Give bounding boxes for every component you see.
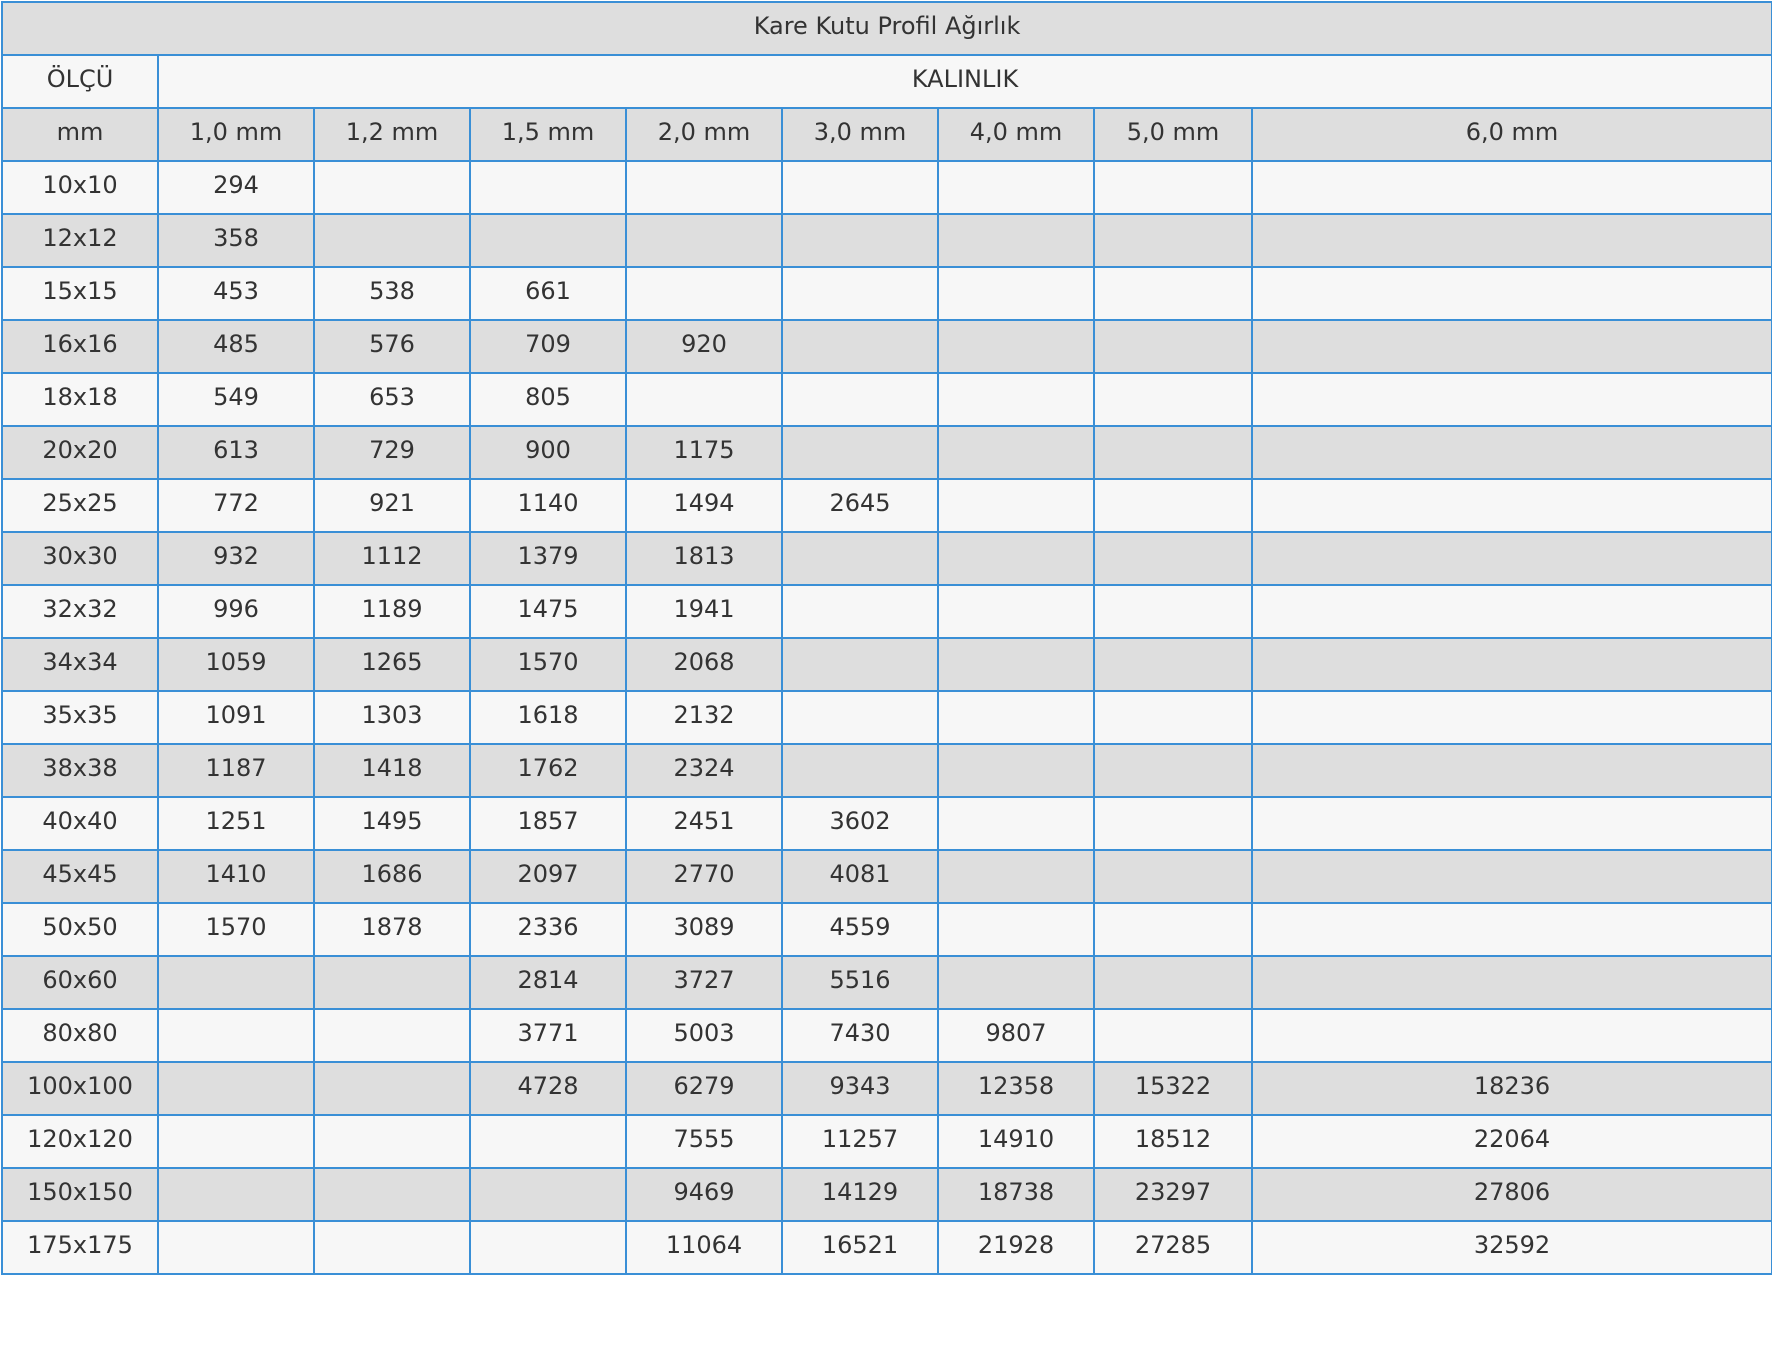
weight-cell — [1094, 1009, 1252, 1062]
thickness-column-header: 3,0 mm — [782, 108, 938, 161]
weight-cell — [158, 1115, 314, 1168]
weight-cell — [1252, 373, 1772, 426]
weight-cell — [314, 1062, 470, 1115]
weight-cell — [782, 638, 938, 691]
weight-cell — [782, 320, 938, 373]
weight-cell: 22064 — [1252, 1115, 1772, 1168]
size-cell: 35x35 — [2, 691, 158, 744]
weight-cell — [470, 1221, 626, 1274]
weight-cell — [1252, 744, 1772, 797]
size-cell: 16x16 — [2, 320, 158, 373]
table-row — [2, 1221, 1772, 1274]
weight-cell: 7555 — [626, 1115, 782, 1168]
weight-cell — [470, 1115, 626, 1168]
weight-cell — [314, 214, 470, 267]
weight-cell — [938, 320, 1094, 373]
weight-cell — [938, 850, 1094, 903]
weight-cell — [1094, 373, 1252, 426]
thickness-column-header: 1,5 mm — [470, 108, 626, 161]
table-row — [2, 267, 1772, 320]
weight-cell: 32592 — [1252, 1221, 1772, 1274]
weight-cell: 1059 — [158, 638, 314, 691]
table-row — [2, 1062, 1772, 1115]
table-row — [2, 744, 1772, 797]
weight-cell: 2097 — [470, 850, 626, 903]
weight-cell — [158, 1168, 314, 1221]
weight-cell — [158, 956, 314, 1009]
table-row — [2, 532, 1772, 585]
weight-cell — [314, 161, 470, 214]
weight-cell — [1094, 744, 1252, 797]
table-row — [2, 638, 1772, 691]
weight-cell: 613 — [158, 426, 314, 479]
size-cell: 20x20 — [2, 426, 158, 479]
weight-cell: 3089 — [626, 903, 782, 956]
weight-cell — [938, 956, 1094, 1009]
weight-cell — [1094, 691, 1252, 744]
weight-cell: 16521 — [782, 1221, 938, 1274]
weight-cell: 2451 — [626, 797, 782, 850]
size-cell: 40x40 — [2, 797, 158, 850]
weight-cell — [1252, 426, 1772, 479]
weight-cell: 1857 — [470, 797, 626, 850]
weight-cell — [1094, 267, 1252, 320]
weight-cell: 485 — [158, 320, 314, 373]
weight-cell — [782, 267, 938, 320]
unit-header: mm — [2, 108, 158, 161]
weight-cell — [158, 1221, 314, 1274]
weight-cell: 9343 — [782, 1062, 938, 1115]
weight-cell — [1252, 585, 1772, 638]
weight-cell: 3727 — [626, 956, 782, 1009]
weight-cell: 1140 — [470, 479, 626, 532]
weight-cell — [938, 691, 1094, 744]
weight-cell: 18512 — [1094, 1115, 1252, 1168]
table-row — [2, 956, 1772, 1009]
weight-cell — [626, 267, 782, 320]
weight-cell: 14129 — [782, 1168, 938, 1221]
weight-cell: 1878 — [314, 903, 470, 956]
weight-cell: 2645 — [782, 479, 938, 532]
weight-cell: 1175 — [626, 426, 782, 479]
weight-cell — [314, 1221, 470, 1274]
weight-cell: 4728 — [470, 1062, 626, 1115]
weight-cell — [1094, 638, 1252, 691]
weight-cell: 4559 — [782, 903, 938, 956]
weight-cell: 1251 — [158, 797, 314, 850]
weight-cell — [470, 161, 626, 214]
weight-cell — [1252, 956, 1772, 1009]
weight-cell: 4081 — [782, 850, 938, 903]
table-row — [2, 1009, 1772, 1062]
size-cell: 150x150 — [2, 1168, 158, 1221]
weight-cell: 1618 — [470, 691, 626, 744]
weight-cell: 9807 — [938, 1009, 1094, 1062]
size-cell: 175x175 — [2, 1221, 158, 1274]
weight-cell — [314, 1168, 470, 1221]
weight-cell — [314, 1009, 470, 1062]
weight-cell — [470, 1168, 626, 1221]
table-row — [2, 214, 1772, 267]
size-cell: 50x50 — [2, 903, 158, 956]
weight-cell: 27806 — [1252, 1168, 1772, 1221]
table-row — [2, 850, 1772, 903]
weight-cell: 358 — [158, 214, 314, 267]
weight-cell: 1091 — [158, 691, 314, 744]
weight-cell: 6279 — [626, 1062, 782, 1115]
size-cell: 15x15 — [2, 267, 158, 320]
weight-cell — [1252, 479, 1772, 532]
table-row — [2, 161, 1772, 214]
size-cell: 100x100 — [2, 1062, 158, 1115]
table-row — [2, 903, 1772, 956]
thickness-header: KALINLIK — [158, 55, 1772, 108]
weight-cell — [1252, 850, 1772, 903]
table-row — [2, 585, 1772, 638]
weight-cell — [626, 161, 782, 214]
weight-cell: 576 — [314, 320, 470, 373]
weight-cell: 729 — [314, 426, 470, 479]
size-cell: 120x120 — [2, 1115, 158, 1168]
weight-cell: 1570 — [470, 638, 626, 691]
weight-cell: 1189 — [314, 585, 470, 638]
size-cell: 30x30 — [2, 532, 158, 585]
weight-cell — [314, 1115, 470, 1168]
weight-cell — [1094, 320, 1252, 373]
weight-cell: 12358 — [938, 1062, 1094, 1115]
weight-cell: 538 — [314, 267, 470, 320]
thickness-column-header: 2,0 mm — [626, 108, 782, 161]
table-row — [2, 479, 1772, 532]
weight-cell — [1252, 1009, 1772, 1062]
size-header: ÖLÇÜ — [2, 55, 158, 108]
weight-cell: 996 — [158, 585, 314, 638]
weight-cell — [1094, 161, 1252, 214]
weight-cell: 900 — [470, 426, 626, 479]
weight-cell — [938, 161, 1094, 214]
table-row — [2, 373, 1772, 426]
weight-cell — [1094, 956, 1252, 1009]
weight-cell: 7430 — [782, 1009, 938, 1062]
weight-cell — [938, 585, 1094, 638]
weight-table-container — [1, 1, 1771, 1275]
size-cell: 18x18 — [2, 373, 158, 426]
weight-cell: 932 — [158, 532, 314, 585]
weight-cell: 1418 — [314, 744, 470, 797]
weight-cell — [938, 267, 1094, 320]
weight-cell — [938, 638, 1094, 691]
weight-cell: 1762 — [470, 744, 626, 797]
weight-cell: 709 — [470, 320, 626, 373]
thickness-column-header: 6,0 mm — [1252, 108, 1772, 161]
table-row — [2, 797, 1772, 850]
weight-cell: 27285 — [1094, 1221, 1252, 1274]
weight-cell — [938, 903, 1094, 956]
weight-cell: 772 — [158, 479, 314, 532]
table-row — [2, 426, 1772, 479]
weight-cell: 2324 — [626, 744, 782, 797]
size-cell: 38x38 — [2, 744, 158, 797]
weight-cell: 18738 — [938, 1168, 1094, 1221]
weight-cell: 9469 — [626, 1168, 782, 1221]
weight-cell — [938, 744, 1094, 797]
weight-cell: 294 — [158, 161, 314, 214]
weight-cell: 1112 — [314, 532, 470, 585]
size-cell: 34x34 — [2, 638, 158, 691]
weight-cell — [1094, 426, 1252, 479]
size-cell: 80x80 — [2, 1009, 158, 1062]
weight-cell — [1094, 479, 1252, 532]
weight-cell: 1941 — [626, 585, 782, 638]
weight-cell — [782, 744, 938, 797]
weight-cell — [1094, 585, 1252, 638]
weight-cell — [938, 797, 1094, 850]
weight-cell — [1094, 903, 1252, 956]
weight-cell: 1494 — [626, 479, 782, 532]
weight-cell — [1252, 161, 1772, 214]
weight-cell — [938, 373, 1094, 426]
weight-cell — [1252, 691, 1772, 744]
size-cell: 60x60 — [2, 956, 158, 1009]
weight-cell — [1094, 797, 1252, 850]
weight-cell — [1252, 214, 1772, 267]
weight-cell — [782, 373, 938, 426]
weight-cell — [782, 532, 938, 585]
weight-cell — [782, 161, 938, 214]
weight-cell: 1475 — [470, 585, 626, 638]
weight-cell: 3602 — [782, 797, 938, 850]
weight-cell: 23297 — [1094, 1168, 1252, 1221]
size-cell: 12x12 — [2, 214, 158, 267]
weight-cell — [938, 214, 1094, 267]
weight-cell — [1094, 532, 1252, 585]
weight-cell: 3771 — [470, 1009, 626, 1062]
weight-cell — [1094, 850, 1252, 903]
weight-cell: 1265 — [314, 638, 470, 691]
weight-cell: 1303 — [314, 691, 470, 744]
table-row — [2, 1168, 1772, 1221]
weight-cell: 1570 — [158, 903, 314, 956]
weight-cell — [626, 373, 782, 426]
column-header-row — [2, 108, 1772, 161]
weight-cell: 1813 — [626, 532, 782, 585]
weight-cell — [1252, 532, 1772, 585]
table-row — [2, 691, 1772, 744]
title-row — [2, 2, 1772, 55]
weight-cell: 2068 — [626, 638, 782, 691]
size-cell: 25x25 — [2, 479, 158, 532]
weight-cell — [470, 214, 626, 267]
weight-cell — [938, 532, 1094, 585]
weight-cell — [158, 1062, 314, 1115]
weight-cell: 5003 — [626, 1009, 782, 1062]
weight-cell — [1252, 797, 1772, 850]
thickness-column-header: 1,2 mm — [314, 108, 470, 161]
weight-cell: 1187 — [158, 744, 314, 797]
table-title: Kare Kutu Profil Ağırlık — [2, 2, 1772, 55]
weight-cell — [1252, 903, 1772, 956]
weight-cell — [626, 214, 782, 267]
weight-cell — [782, 214, 938, 267]
weight-cell: 2770 — [626, 850, 782, 903]
weight-cell: 2132 — [626, 691, 782, 744]
weight-cell: 920 — [626, 320, 782, 373]
thickness-column-header: 1,0 mm — [158, 108, 314, 161]
weight-cell: 1410 — [158, 850, 314, 903]
group-header-row — [2, 55, 1772, 108]
size-cell: 32x32 — [2, 585, 158, 638]
weight-cell — [158, 1009, 314, 1062]
size-cell: 45x45 — [2, 850, 158, 903]
thickness-column-header: 5,0 mm — [1094, 108, 1252, 161]
weight-cell — [782, 691, 938, 744]
weight-cell — [938, 426, 1094, 479]
weight-cell — [1252, 638, 1772, 691]
weight-cell: 18236 — [1252, 1062, 1772, 1115]
weight-cell: 2336 — [470, 903, 626, 956]
weight-cell — [1094, 214, 1252, 267]
weight-cell: 1686 — [314, 850, 470, 903]
size-cell: 10x10 — [2, 161, 158, 214]
weight-table — [1, 1, 1772, 1275]
weight-cell: 21928 — [938, 1221, 1094, 1274]
weight-cell: 661 — [470, 267, 626, 320]
weight-cell — [314, 956, 470, 1009]
weight-cell — [1252, 320, 1772, 373]
weight-cell: 15322 — [1094, 1062, 1252, 1115]
weight-cell: 11064 — [626, 1221, 782, 1274]
thickness-column-header: 4,0 mm — [938, 108, 1094, 161]
weight-cell — [1252, 267, 1772, 320]
weight-cell: 805 — [470, 373, 626, 426]
weight-cell: 921 — [314, 479, 470, 532]
weight-cell — [938, 479, 1094, 532]
weight-cell: 453 — [158, 267, 314, 320]
weight-cell: 14910 — [938, 1115, 1094, 1168]
table-row — [2, 1115, 1772, 1168]
weight-cell — [782, 426, 938, 479]
weight-cell: 11257 — [782, 1115, 938, 1168]
weight-cell: 2814 — [470, 956, 626, 1009]
weight-cell — [782, 585, 938, 638]
weight-cell: 1379 — [470, 532, 626, 585]
weight-cell: 5516 — [782, 956, 938, 1009]
weight-cell: 653 — [314, 373, 470, 426]
weight-cell: 1495 — [314, 797, 470, 850]
weight-cell: 549 — [158, 373, 314, 426]
table-row — [2, 320, 1772, 373]
